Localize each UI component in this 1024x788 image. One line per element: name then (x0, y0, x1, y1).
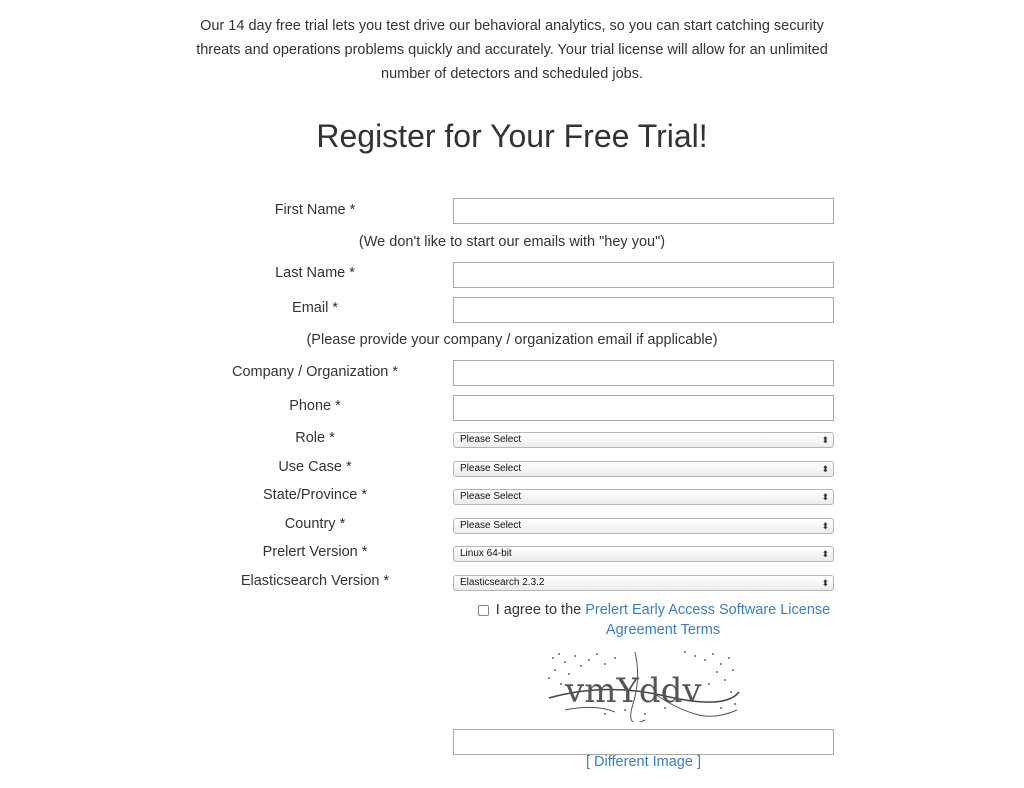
company-field[interactable] (453, 360, 834, 386)
country-label: Country * (284, 516, 346, 532)
use-case-select[interactable] (453, 461, 834, 477)
updown-arrow-icon: ⬍ (821, 549, 829, 559)
captcha-image (545, 648, 741, 722)
first-name-field[interactable] (453, 198, 834, 224)
country-selected: Please Select (460, 520, 522, 531)
prelert-version-selected: Linux 64-bit (460, 548, 512, 559)
updown-arrow-icon: ⬍ (821, 435, 829, 445)
prelert-version-label: Prelert Version * (262, 544, 368, 560)
es-version-label: Elasticsearch Version * (240, 573, 390, 589)
first-name-label: First Name * (274, 202, 356, 218)
agree-prefix: I agree to the (495, 602, 586, 618)
use-case-label: Use Case * (278, 459, 352, 475)
updown-arrow-icon: ⬍ (821, 521, 829, 531)
agree-text (490, 600, 836, 640)
email-field[interactable] (453, 297, 834, 323)
updown-arrow-icon: ⬍ (821, 578, 829, 588)
use-case-selected: Please Select (460, 463, 522, 474)
license-agreement-link[interactable]: Prelert Early Access Software License Agreement Terms (585, 602, 831, 638)
captcha-input[interactable] (453, 729, 834, 755)
last-name-field[interactable] (453, 262, 834, 288)
es-version-selected: Elasticsearch 2.3.2 (460, 577, 545, 588)
role-label: Role * (295, 430, 335, 446)
email-hint: (Please provide your company / organization email if applicable) (306, 332, 718, 348)
intro-line-2: threats and operations problems quickly and accurately. Your trial license will allow for an unlimited (196, 42, 828, 58)
intro-text (190, 14, 834, 86)
state-selected: Please Select (460, 491, 522, 502)
updown-arrow-icon: ⬍ (821, 464, 829, 474)
state-select[interactable] (453, 489, 834, 505)
country-select[interactable] (453, 518, 834, 534)
phone-field[interactable] (453, 395, 834, 421)
prelert-version-select[interactable] (453, 546, 834, 562)
role-selected: Please Select (460, 434, 522, 445)
state-label: State/Province * (263, 487, 367, 503)
first-name-hint: (We don't like to start our emails with "hey you") (358, 234, 666, 250)
different-image-link[interactable]: [ Different Image ] (586, 754, 701, 770)
captcha-text: vmYddv (565, 671, 702, 711)
role-select[interactable] (453, 432, 834, 448)
phone-label: Phone * (289, 398, 341, 414)
intro-line-3: number of detectors and scheduled jobs. (381, 66, 643, 82)
company-label: Company / Organization * (231, 364, 399, 380)
updown-arrow-icon: ⬍ (821, 492, 829, 502)
agree-checkbox[interactable] (478, 605, 489, 616)
es-version-select[interactable] (453, 575, 834, 591)
last-name-label: Last Name * (275, 265, 355, 281)
email-label: Email * (292, 300, 338, 316)
intro-line-1: Our 14 day free trial lets you test drive our behavioral analytics, so you can start catching security (200, 18, 824, 34)
page-title: Register for Your Free Trial! (316, 118, 708, 154)
